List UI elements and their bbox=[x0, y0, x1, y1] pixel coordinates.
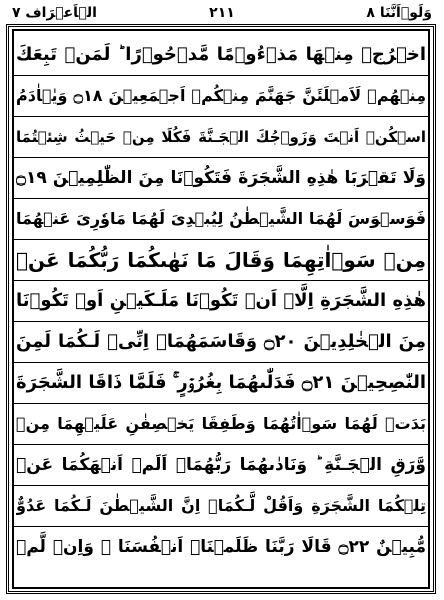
page-number: ٢١١ bbox=[209, 5, 235, 21]
line-divider bbox=[14, 116, 428, 117]
line-divider bbox=[14, 75, 428, 76]
line-divider bbox=[14, 526, 428, 527]
page-header bbox=[8, 4, 436, 24]
verse-line: فَوَسۡوَسَ لَهُمَا الشَّيۡطٰنُ لِيُبۡدِىَ لَهُمَا مَاوٗرِىَ عَنۡهُمَا bbox=[16, 209, 426, 228]
verse-line: مِنَ الۡخٰلِدِيۡنَ ۝٢٠ وَقَاسَمَهُمَاۤ اِنِّىۡ لَـكُمَا لَمِنَ bbox=[16, 331, 426, 352]
verse-line: تِلۡكُمَا الشَّجَرَةِ وَاَقُلْ لَّـكُمَاۤ اِنَّ الشَّيۡطٰنَ لَـكُمَا عَدُوٌّ bbox=[16, 496, 426, 515]
verse-line: وَّرَقِ الۡجَـنَّةِ ؕ وَنَادٰٮهُمَا رَبُّهُمَاۤ اَلَمۡ اَنۡهَكُمَا عَنۡ bbox=[16, 455, 426, 475]
verse-line: مِنۡهُمۡ لَاَمۡلَئَنَّ جَهَنَّمَ مِنۡكُمۡ اَجۡمَعِيۡنَ ۝١٨ وَيٰۤاٰدَمُ bbox=[16, 86, 426, 105]
line-divider bbox=[14, 444, 428, 445]
verse-line: النّٰصِحِيۡنَ ۝٢١ فَدَلّٰٮهُمَا بِغُرُوۡرٍ ۚ فَلَمَّا ذَاقَا الشَّجَرَةَ bbox=[16, 372, 426, 393]
verse-line: وَلَا تَقۡرَبَا هٰذِهِ الشَّجَرَةَ فَتَكُوۡنَا مِنَ الظّٰلِمِيۡنَ ۝١٩ bbox=[16, 168, 426, 188]
line-divider bbox=[14, 321, 428, 322]
line-divider bbox=[14, 280, 428, 281]
verse-line: اسۡكُنۡ اَنۡتَ وَزَوۡجُكَ الۡجَـنَّةَ فَكُلَا مِنۡ حَيۡثُ شِئۡتُمَا bbox=[16, 128, 426, 146]
line-divider bbox=[14, 485, 428, 486]
line-divider bbox=[14, 362, 428, 363]
verse-line: مُّبِيۡنٌ ۝٢٢ قَالَا رَبَّنَا ظَلَمۡنَاۤ اَنۡفُسَنَا ۚ وَاِنۡ لَّمۡ bbox=[16, 537, 426, 557]
surah-label: الۡاَعۡرَاف ٧ bbox=[12, 5, 97, 21]
verse-line: اخۡرُجۡ مِنۡهَا مَذۡءُوۡمًا مَّدۡحُوۡرًا ؕ لَمَنۡ تَبِعَكَ bbox=[16, 44, 426, 65]
verse-line: هٰذِهِ الشَّجَرَةِ اِلَّاۤ اَنۡ تَكُوۡنَا مَلَـكَيۡنِ اَوۡ تَكُوۡنَا bbox=[16, 290, 426, 311]
verse-line: مِنۡ سَوۡاٰتِهِمَا وَقَالَ مَا نَهٰٮكُمَا رَبُّكُمَا عَنۡ bbox=[16, 248, 426, 272]
line-divider bbox=[14, 157, 428, 158]
juz-label: وَلَوۡاَنَّنَا ٨ bbox=[366, 5, 432, 21]
line-divider bbox=[14, 239, 428, 240]
line-divider bbox=[14, 403, 428, 404]
verse-line: بَدَتۡ لَهُمَا سَوۡاٰتُهُمَا وَطَفِقَا يَخۡصِفٰنِ عَلَيۡهِمَا مِنۡ bbox=[16, 414, 426, 433]
line-divider bbox=[14, 198, 428, 199]
